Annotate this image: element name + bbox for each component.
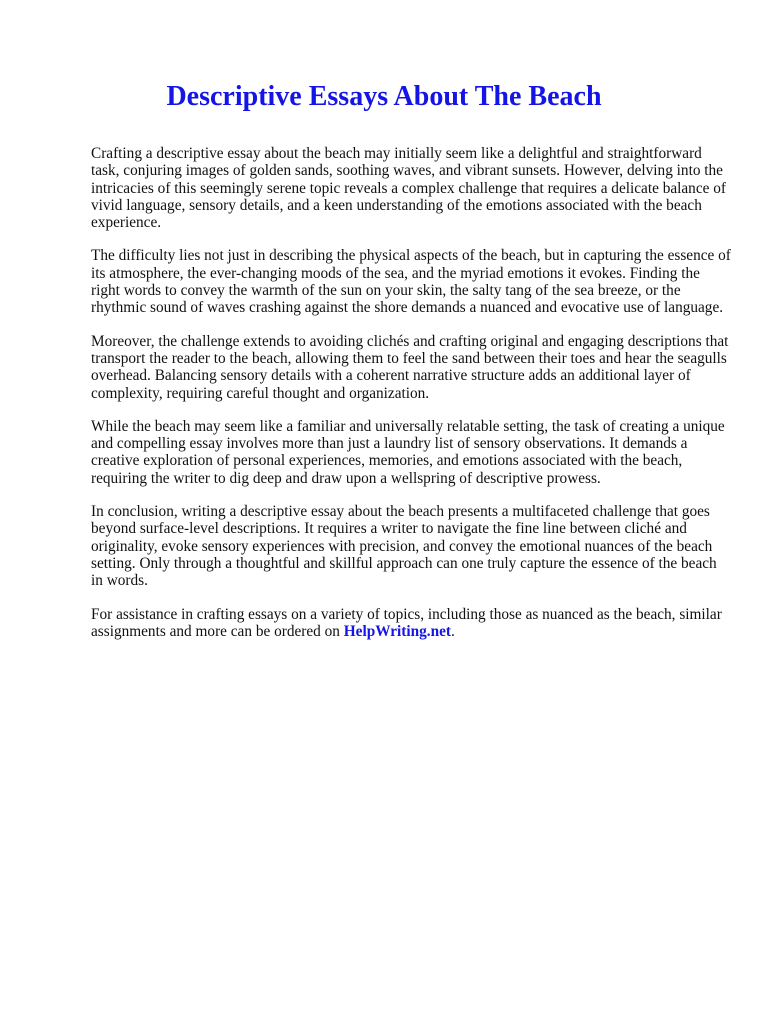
paragraph-2: The difficulty lies not just in describing the physical aspects of the beach, but in capturing the essence of its atmosphere, the ever-changing moods of the sea, and the myriad emotions it evokes. Finding the right words to convey the warmth of the sun on your skin, the salty tang of the sea breeze, or the rhythmic sound of waves crashing against the shore demands a nuanced and evocative use of language.	[91, 247, 731, 317]
paragraph-4: While the beach may seem like a familiar and universally relatable setting, the task of creating a unique and compelling essay involves more than just a laundry list of sensory observations. It demands a creative exploration of personal experiences, memories, and emotions associated with the beach, requiring the writer to dig deep and draw upon a wellspring of descriptive prowess.	[91, 417, 725, 487]
paragraph-3: Moreover, the challenge extends to avoiding clichés and crafting original and engaging descriptions that transport the reader to the beach, allowing them to feel the sand between their toes and hear the seagulls overhead. Balancing sensory details with a coherent narrative structure adds an additional layer of complexity, requiring careful thought and organization.	[91, 332, 729, 402]
page-title: Descriptive Essays About The Beach	[166, 81, 602, 112]
paragraph-1: Crafting a descriptive essay about the beach may initially seem like a delightful and straightforward task, conjuring images of golden sands, soothing waves, and vibrant sunsets. However, delving into the intricacies of this seemingly serene topic reveals a complex challenge that requires a delicate balance of vivid language, sensory details, and a keen understanding of the emotions associated with the beach experience.	[91, 145, 726, 232]
document-body	[91, 145, 731, 656]
closing-period: .	[450, 622, 455, 640]
closing-text: For assistance in crafting essays on a variety of topics, including those as nuanced as the beach, similar assignments and more can be ordered on	[91, 605, 722, 640]
closing-paragraph	[91, 606, 731, 641]
helpwriting-link[interactable]: HelpWriting.net	[343, 622, 451, 640]
paragraph-5: In conclusion, writing a descriptive essay about the beach presents a multifaceted challenge that goes beyond surface-level descriptions. It requires a writer to navigate the fine line between cliché and originality, evoke sensory experiences with precision, and convey the emotional nuances of the beach setting. Only through a thoughtful and skillful approach can one truly capture the essence of the beach in words.	[91, 503, 717, 590]
